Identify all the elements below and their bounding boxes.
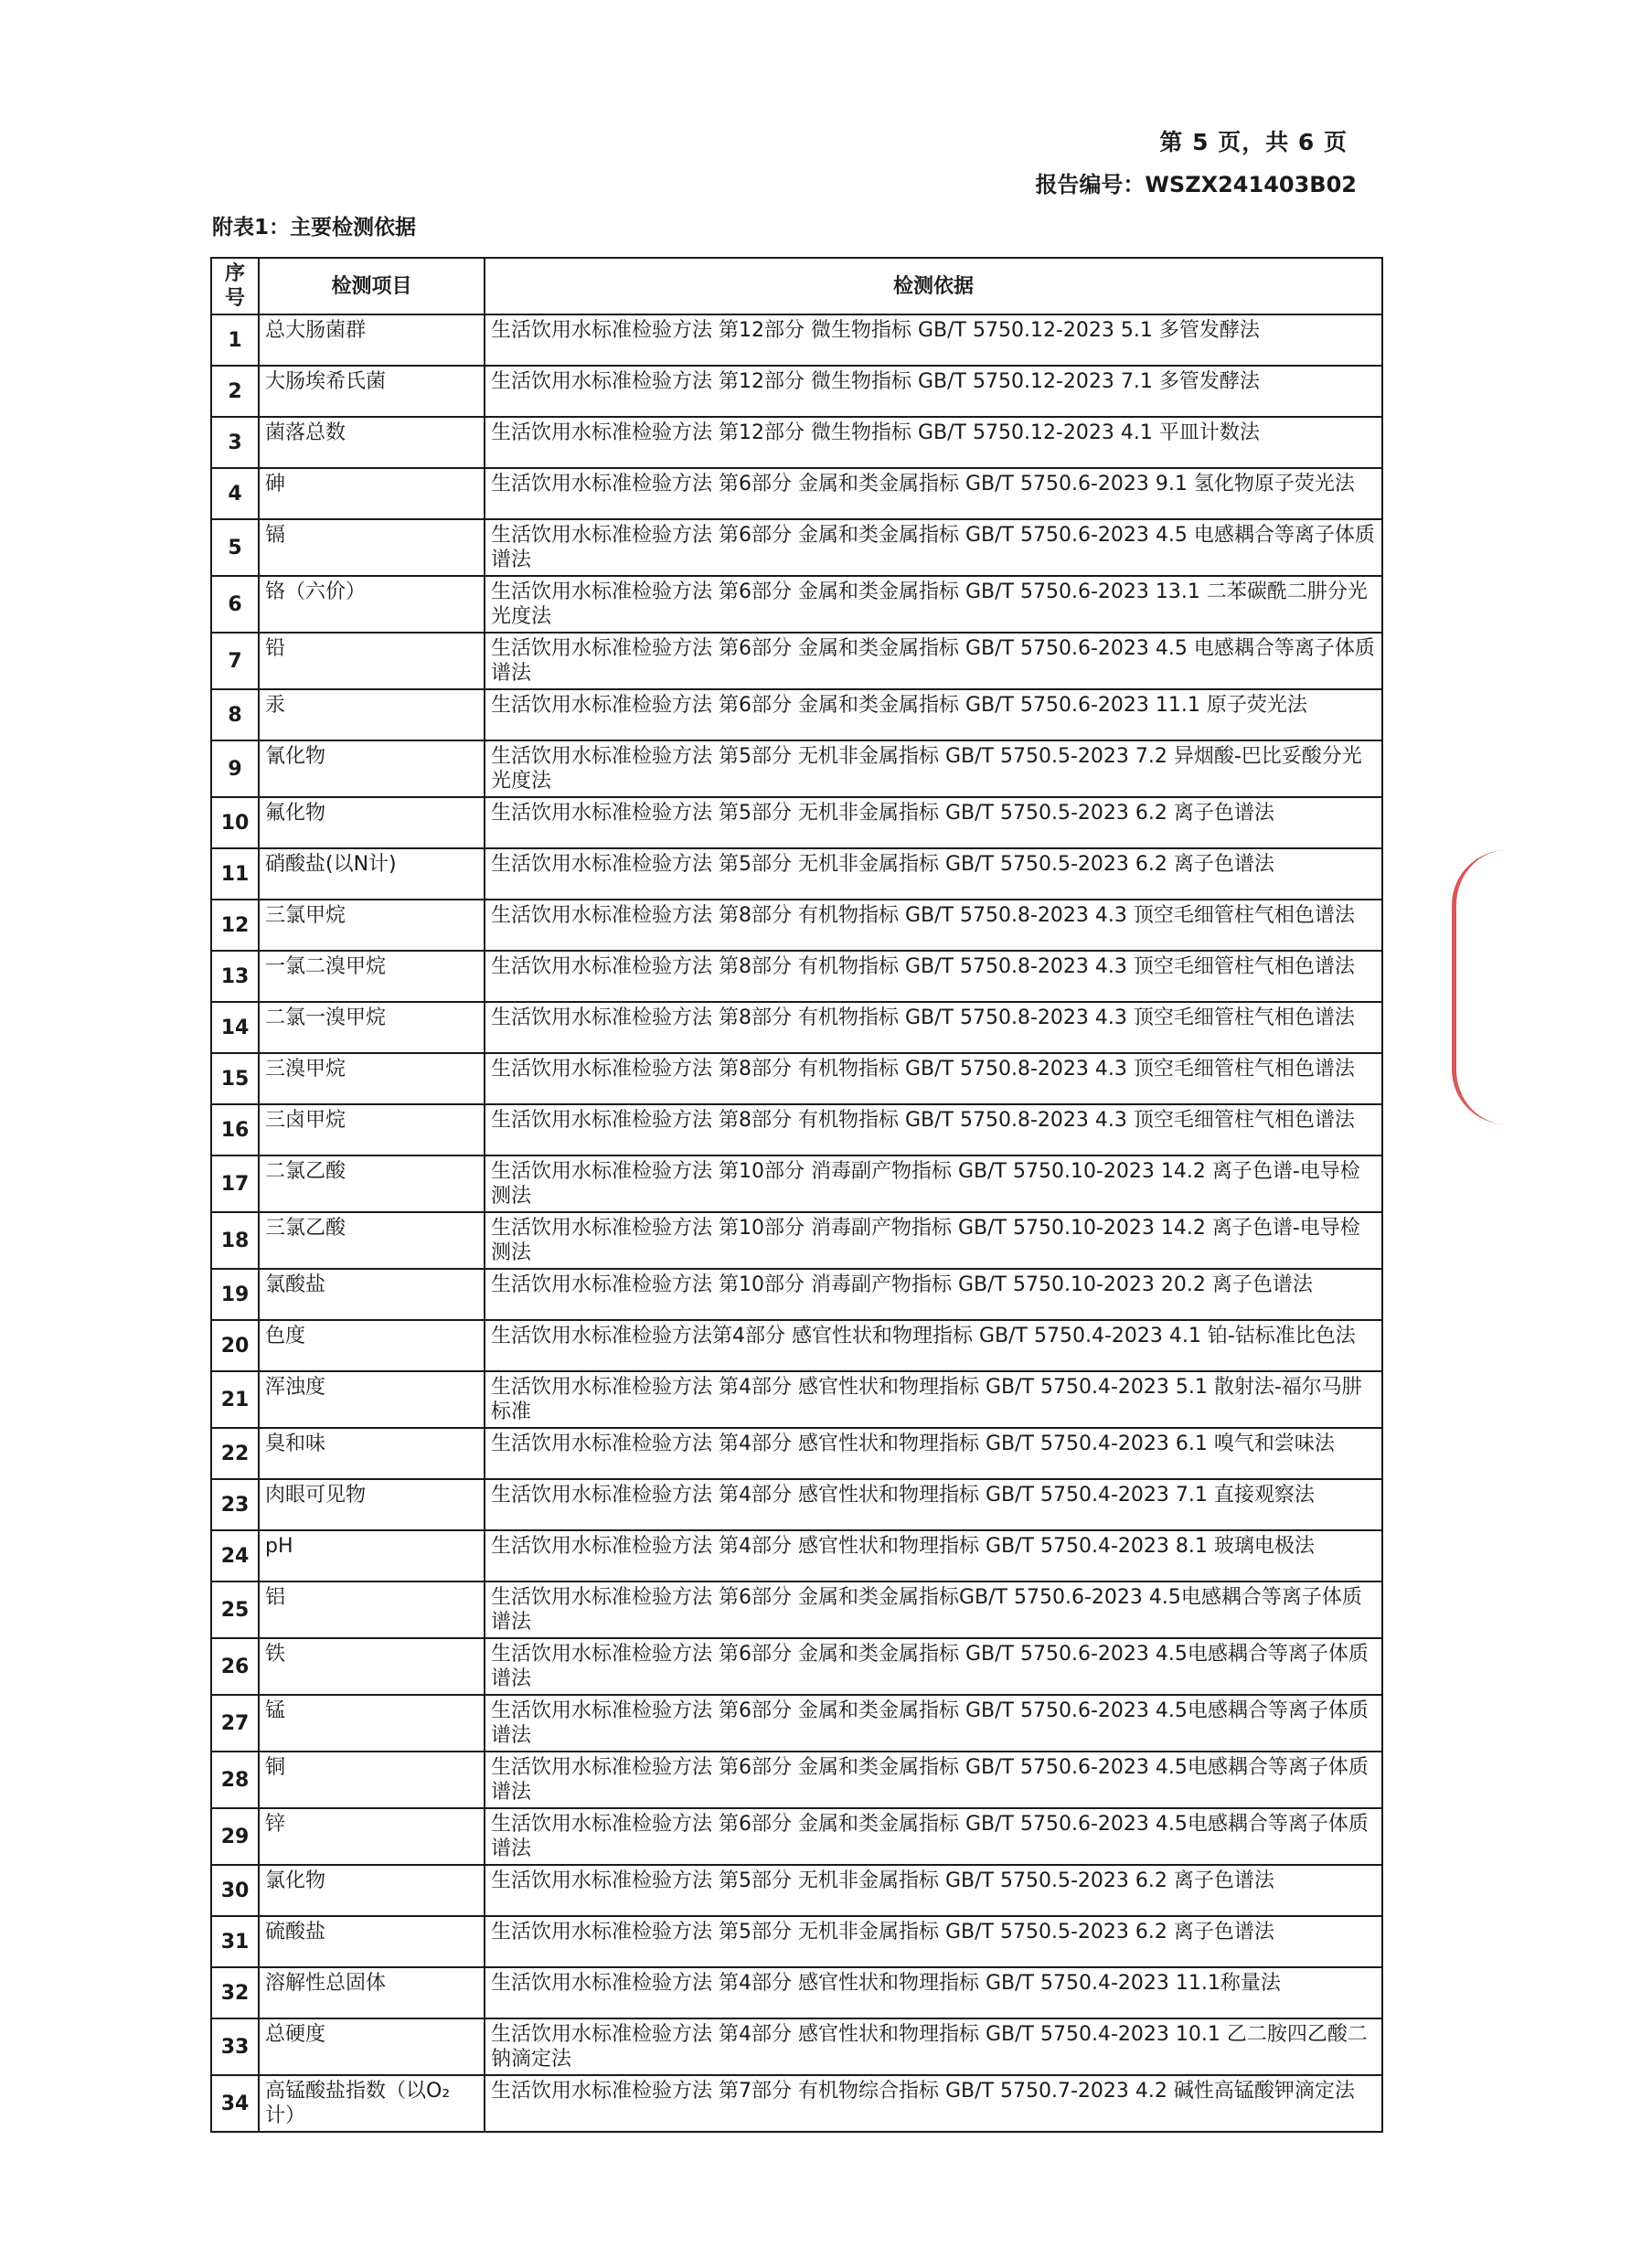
test-item: 臭和味 xyxy=(259,1428,485,1479)
test-item: 二氯乙酸 xyxy=(259,1155,485,1212)
row-number: 2 xyxy=(211,366,259,417)
test-basis: 生活饮用水标准检验方法 第6部分 金属和类金属指标 GB/T 5750.6-2023 4.5电感耦合等离子体质谱法 xyxy=(485,1752,1382,1808)
test-basis: 生活饮用水标准检验方法 第12部分 微生物指标 GB/T 5750.12-2023 7.1 多管发酵法 xyxy=(485,366,1382,417)
test-item: 菌落总数 xyxy=(259,417,485,468)
table-row xyxy=(211,1530,1382,1581)
test-item: 氯酸盐 xyxy=(259,1269,485,1320)
row-number: 30 xyxy=(211,1865,259,1916)
test-basis: 生活饮用水标准检验方法 第8部分 有机物指标 GB/T 5750.8-2023 4.3 顶空毛细管柱气相色谱法 xyxy=(485,951,1382,1002)
red-stamp-mark xyxy=(1452,850,1520,1124)
test-item: 铅 xyxy=(259,633,485,689)
table-row xyxy=(211,1320,1382,1371)
table-row xyxy=(211,417,1382,468)
row-number: 3 xyxy=(211,417,259,468)
test-item: 大肠埃希氏菌 xyxy=(259,366,485,417)
test-basis: 生活饮用水标准检验方法 第6部分 金属和类金属指标GB/T 5750.6-2023 4.5电感耦合等离子体质谱法 xyxy=(485,1581,1382,1638)
test-item: 三卤甲烷 xyxy=(259,1104,485,1155)
test-item: 汞 xyxy=(259,689,485,740)
row-number: 18 xyxy=(211,1212,259,1269)
test-item: 三氯乙酸 xyxy=(259,1212,485,1269)
table-row xyxy=(211,797,1382,848)
table-row xyxy=(211,366,1382,417)
table-row xyxy=(211,1808,1382,1865)
test-item: 铁 xyxy=(259,1638,485,1695)
table-row xyxy=(211,1638,1382,1695)
test-item: 一氯二溴甲烷 xyxy=(259,951,485,1002)
row-number: 21 xyxy=(211,1371,259,1428)
row-number: 33 xyxy=(211,2018,259,2075)
table-row xyxy=(211,1752,1382,1808)
test-basis: 生活饮用水标准检验方法 第4部分 感官性状和物理指标 GB/T 5750.4-2023 11.1称量法 xyxy=(485,1967,1382,2018)
test-item: 铬（六价） xyxy=(259,576,485,633)
row-number: 29 xyxy=(211,1808,259,1865)
table-row xyxy=(211,1212,1382,1269)
row-number: 26 xyxy=(211,1638,259,1695)
appendix-title: 附表1：主要检测依据 xyxy=(212,216,417,240)
table-row xyxy=(211,689,1382,740)
test-basis: 生活饮用水标准检验方法 第5部分 无机非金属指标 GB/T 5750.5-2023 6.2 离子色谱法 xyxy=(485,1916,1382,1967)
row-number: 13 xyxy=(211,951,259,1002)
header-item: 检测项目 xyxy=(259,258,485,314)
table-row xyxy=(211,1479,1382,1530)
page-number: 第 5 页，共 6 页 xyxy=(1159,129,1348,155)
test-basis: 生活饮用水标准检验方法 第6部分 金属和类金属指标 GB/T 5750.6-2023 4.5电感耦合等离子体质谱法 xyxy=(485,1695,1382,1752)
header-basis: 检测依据 xyxy=(485,258,1382,314)
test-item: 二氯一溴甲烷 xyxy=(259,1002,485,1053)
test-item: 溶解性总固体 xyxy=(259,1967,485,2018)
row-number: 15 xyxy=(211,1053,259,1104)
table-row xyxy=(211,848,1382,900)
test-basis: 生活饮用水标准检验方法 第5部分 无机非金属指标 GB/T 5750.5-2023 6.2 离子色谱法 xyxy=(485,797,1382,848)
row-number: 23 xyxy=(211,1479,259,1530)
row-number: 28 xyxy=(211,1752,259,1808)
test-item: 砷 xyxy=(259,468,485,519)
row-number: 19 xyxy=(211,1269,259,1320)
test-item: 三溴甲烷 xyxy=(259,1053,485,1104)
test-item: 硝酸盐(以N计) xyxy=(259,848,485,900)
test-basis: 生活饮用水标准检验方法 第8部分 有机物指标 GB/T 5750.8-2023 4.3 顶空毛细管柱气相色谱法 xyxy=(485,1104,1382,1155)
test-item: 浑浊度 xyxy=(259,1371,485,1428)
row-number: 7 xyxy=(211,633,259,689)
test-basis: 生活饮用水标准检验方法 第6部分 金属和类金属指标 GB/T 5750.6-2023 4.5 电感耦合等离子体质谱法 xyxy=(485,633,1382,689)
test-basis: 生活饮用水标准检验方法 第6部分 金属和类金属指标 GB/T 5750.6-2023 9.1 氢化物原子荧光法 xyxy=(485,468,1382,519)
row-number: 12 xyxy=(211,900,259,951)
table-row xyxy=(211,1695,1382,1752)
row-number: 6 xyxy=(211,576,259,633)
table-header-row xyxy=(211,258,1382,314)
table-row xyxy=(211,1967,1382,2018)
test-basis: 生活饮用水标准检验方法 第6部分 金属和类金属指标 GB/T 5750.6-2023 4.5电感耦合等离子体质谱法 xyxy=(485,1808,1382,1865)
table-row xyxy=(211,1155,1382,1212)
test-item: 氟化物 xyxy=(259,797,485,848)
test-basis: 生活饮用水标准检验方法 第4部分 感官性状和物理指标 GB/T 5750.4-2023 5.1 散射法-福尔马肼标准 xyxy=(485,1371,1382,1428)
row-number: 20 xyxy=(211,1320,259,1371)
table-row xyxy=(211,633,1382,689)
test-item: 高锰酸盐指数（以O₂ 计） xyxy=(259,2075,485,2132)
row-number: 9 xyxy=(211,740,259,797)
test-item: 三氯甲烷 xyxy=(259,900,485,951)
table-row xyxy=(211,519,1382,576)
row-number: 24 xyxy=(211,1530,259,1581)
test-item: 氯化物 xyxy=(259,1865,485,1916)
table-row xyxy=(211,1428,1382,1479)
test-basis: 生活饮用水标准检验方法 第12部分 微生物指标 GB/T 5750.12-2023 4.1 平皿计数法 xyxy=(485,417,1382,468)
test-item: 锰 xyxy=(259,1695,485,1752)
test-item: 硫酸盐 xyxy=(259,1916,485,1967)
test-basis-table xyxy=(210,257,1383,2133)
row-number: 16 xyxy=(211,1104,259,1155)
test-basis: 生活饮用水标准检验方法 第8部分 有机物指标 GB/T 5750.8-2023 4.3 顶空毛细管柱气相色谱法 xyxy=(485,1002,1382,1053)
test-item: 铝 xyxy=(259,1581,485,1638)
test-item: 氰化物 xyxy=(259,740,485,797)
table-row xyxy=(211,1269,1382,1320)
test-item: 色度 xyxy=(259,1320,485,1371)
test-basis: 生活饮用水标准检验方法 第6部分 金属和类金属指标 GB/T 5750.6-2023 4.5 电感耦合等离子体质谱法 xyxy=(485,519,1382,576)
table-row xyxy=(211,1002,1382,1053)
test-basis: 生活饮用水标准检验方法 第6部分 金属和类金属指标 GB/T 5750.6-2023 11.1 原子荧光法 xyxy=(485,689,1382,740)
row-number: 8 xyxy=(211,689,259,740)
test-basis: 生活饮用水标准检验方法 第4部分 感官性状和物理指标 GB/T 5750.4-2023 8.1 玻璃电极法 xyxy=(485,1530,1382,1581)
table-row xyxy=(211,951,1382,1002)
test-basis: 生活饮用水标准检验方法 第4部分 感官性状和物理指标 GB/T 5750.4-2023 7.1 直接观察法 xyxy=(485,1479,1382,1530)
test-item: 肉眼可见物 xyxy=(259,1479,485,1530)
table-row xyxy=(211,1053,1382,1104)
test-basis: 生活饮用水标准检验方法 第10部分 消毒副产物指标 GB/T 5750.10-2023 14.2 离子色谱-电导检测法 xyxy=(485,1155,1382,1212)
table-row xyxy=(211,314,1382,366)
table-row xyxy=(211,1371,1382,1428)
table-row xyxy=(211,740,1382,797)
test-basis: 生活饮用水标准检验方法 第5部分 无机非金属指标 GB/T 5750.5-2023 6.2 离子色谱法 xyxy=(485,1865,1382,1916)
test-basis: 生活饮用水标准检验方法 第10部分 消毒副产物指标 GB/T 5750.10-2023 20.2 离子色谱法 xyxy=(485,1269,1382,1320)
row-number: 25 xyxy=(211,1581,259,1638)
row-number: 5 xyxy=(211,519,259,576)
test-basis: 生活饮用水标准检验方法 第4部分 感官性状和物理指标 GB/T 5750.4-2023 6.1 嗅气和尝味法 xyxy=(485,1428,1382,1479)
table-row xyxy=(211,1865,1382,1916)
test-basis: 生活饮用水标准检验方法 第6部分 金属和类金属指标 GB/T 5750.6-2023 13.1 二苯碳酰二肼分光光度法 xyxy=(485,576,1382,633)
test-basis: 生活饮用水标准检验方法 第10部分 消毒副产物指标 GB/T 5750.10-2023 14.2 离子色谱-电导检测法 xyxy=(485,1212,1382,1269)
row-number: 22 xyxy=(211,1428,259,1479)
row-number: 27 xyxy=(211,1695,259,1752)
row-number: 1 xyxy=(211,314,259,366)
row-number: 17 xyxy=(211,1155,259,1212)
test-basis: 生活饮用水标准检验方法 第7部分 有机物综合指标 GB/T 5750.7-2023 4.2 碱性高锰酸钾滴定法 xyxy=(485,2075,1382,2132)
test-basis: 生活饮用水标准检验方法 第5部分 无机非金属指标 GB/T 5750.5-2023 7.2 异烟酸-巴比妥酸分光光度法 xyxy=(485,740,1382,797)
table-row xyxy=(211,468,1382,519)
table-row xyxy=(211,1104,1382,1155)
test-basis: 生活饮用水标准检验方法 第5部分 无机非金属指标 GB/T 5750.5-2023 6.2 离子色谱法 xyxy=(485,848,1382,900)
table-row xyxy=(211,576,1382,633)
row-number: 4 xyxy=(211,468,259,519)
row-number: 14 xyxy=(211,1002,259,1053)
table-row xyxy=(211,2018,1382,2075)
test-basis: 生活饮用水标准检验方法 第8部分 有机物指标 GB/T 5750.8-2023 4.3 顶空毛细管柱气相色谱法 xyxy=(485,900,1382,951)
test-item: 总大肠菌群 xyxy=(259,314,485,366)
row-number: 10 xyxy=(211,797,259,848)
test-basis: 生活饮用水标准检验方法第4部分 感官性状和物理指标 GB/T 5750.4-2023 4.1 铂-钴标准比色法 xyxy=(485,1320,1382,1371)
test-basis: 生活饮用水标准检验方法 第4部分 感官性状和物理指标 GB/T 5750.4-2023 10.1 乙二胺四乙酸二钠滴定法 xyxy=(485,2018,1382,2075)
test-item: 总硬度 xyxy=(259,2018,485,2075)
row-number: 34 xyxy=(211,2075,259,2132)
test-item: 镉 xyxy=(259,519,485,576)
report-number: 报告编号：WSZX241403B02 xyxy=(1035,172,1357,197)
test-item: pH xyxy=(259,1530,485,1581)
table-body xyxy=(211,314,1382,2132)
table-row xyxy=(211,1581,1382,1638)
test-basis: 生活饮用水标准检验方法 第8部分 有机物指标 GB/T 5750.8-2023 4.3 顶空毛细管柱气相色谱法 xyxy=(485,1053,1382,1104)
table-row xyxy=(211,900,1382,951)
test-item: 锌 xyxy=(259,1808,485,1865)
test-basis: 生活饮用水标准检验方法 第12部分 微生物指标 GB/T 5750.12-2023 5.1 多管发酵法 xyxy=(485,314,1382,366)
test-basis: 生活饮用水标准检验方法 第6部分 金属和类金属指标 GB/T 5750.6-2023 4.5电感耦合等离子体质谱法 xyxy=(485,1638,1382,1695)
row-number: 31 xyxy=(211,1916,259,1967)
header-no: 序号 xyxy=(211,258,259,314)
table-row xyxy=(211,2075,1382,2132)
table-row xyxy=(211,1916,1382,1967)
test-item: 铜 xyxy=(259,1752,485,1808)
row-number: 32 xyxy=(211,1967,259,2018)
row-number: 11 xyxy=(211,848,259,900)
